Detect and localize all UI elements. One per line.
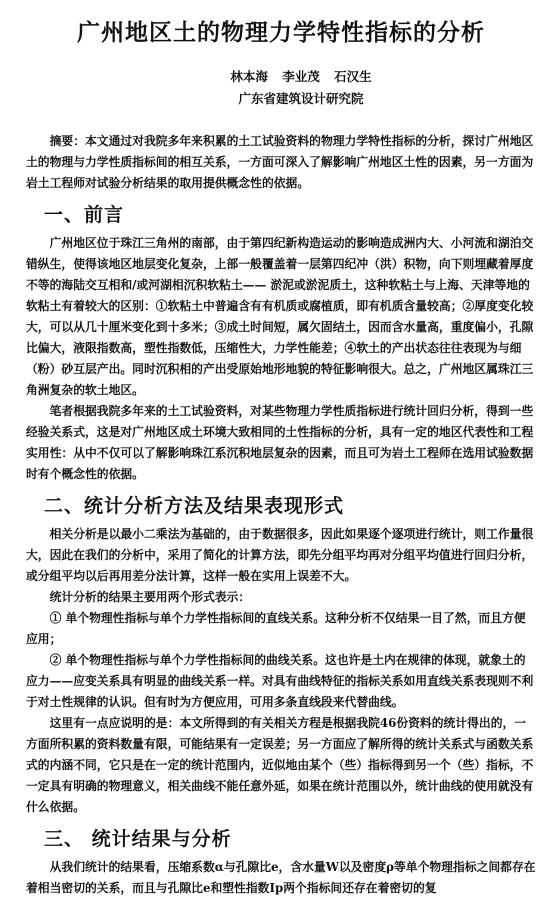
section-2-item-1: ① 单个物理性指标与单个力学性指标间的直线关系。这种分析不仅结果一目了然，而且方便应用； — [26, 611, 526, 646]
paper-authors: 林本海 李业茂 石汉生 — [230, 69, 372, 84]
section-1-paragraph-1: 广州地区位于珠江三角州的南部，由于第四纪新构造运动的影响造成洲内大、小河流和湖泊交错纵生，使得该地区地层变化复杂，上部一般覆盖着一层第四纪冲（洪）积物，向下则埋藏着厚度不等的海陆交互相和/或河湖相沉积软粘土—— 淤泥或淤泥质土，这种软粘土与上海、天津等地的软粘土有着较大的区别：①软粘土中普遍含有有机质或腐植质，即有机质含量较高；②厚度变化较大，可以从几十厘米变化到十多米；③成土时间短，属欠固结土，因而含水量高，重度偏小，孔隙比偏大，液限指数高，塑性指数低，压缩性大，力学性能差；④软土的产出状态往往表现为与细（粉）砂互层产出。同时沉积相的产出受原始地形地貌的特征影响很大。总之，广州地区属珠江三角洲复杂的软土地区。 — [26, 236, 534, 397]
abstract-label: 摘要： — [49, 134, 85, 148]
section-heading-2: 二、统计分析方法及结果表现形式 — [44, 495, 345, 517]
abstract-text: 本文通过对我院多年来积累的土工试验资料的物理力学特性指标的分析，探讨广州地区土的物理与力学性质指标间的相互关系，一方面可深入了解影响广州地区土性的因素，另一方面为岩土工程师对试验分析结果的取用提供概念性的依据。 — [26, 134, 534, 190]
section-1-paragraph-2: 笔者根据我院多年来的土工试验资料，对某些物理力学性质指标进行统计回归分析，得到一些经验关系式，这是对广州地区成土环境大致相同的土性指标的分析，具有一定的地区代表性和工程实用性：从中不仅可以了解影响珠江系沉积地层复杂的因素，而且可为岩土工程师在选用试验数据时有个概念性的依据。 — [26, 404, 534, 481]
section-2-paragraph-1: 相关分析是以最小二乘法为基础的，由于数据很多，因此如果逐个逐项进行统计，则工作量很大，因此在我们的分析中，采用了简化的计算方法，即先分组平均再对分组平均值进行回归分析，或分组平均以后再用差分法计算，这样一般在实用上误差不大。 — [26, 527, 534, 583]
section-heading-1: 一、前言 — [44, 204, 125, 226]
section-2-paragraph-2: 统计分析的结果主要用两个形式表示： — [49, 590, 251, 604]
section-heading-3: 三、 统计结果与分析 — [44, 828, 232, 850]
paper-affiliation: 广东省建筑设计研究院 — [238, 91, 364, 106]
abstract — [26, 131, 536, 194]
section-3-paragraph-1: 从我们统计的结果看，压缩系数α与孔隙比e，含水量W以及密度ρ等单个物理指标之间都存在着相当密切的关系，而且与孔隙比e和塑性指数Ip两个指标间还存在着密切的复 — [26, 860, 536, 895]
section-2-item-2: ② 单个物理性指标与单个力学性指标间的曲线关系。这也许是土内在规律的体现，就象土的应力——应变关系具有明显的曲线关系一样。对具有曲线特征的指标关系如用直线关系表现则不利于对土性规律的认识。但有时为方便应用，可用多条直线段来代替曲线。 — [26, 653, 534, 709]
paper-title: 广州地区土的物理力学特性指标的分析 — [77, 20, 485, 46]
section-2-paragraph-3: 这里有一点应说明的是：本文所得到的有关相关方程是根据我院46份资料的统计得出的，一方面所积累的资料数量有限，可能结果有一定误差；另一方面应了解所得的统计关系式与函数关系式的内涵不同，它只是在一定的统计范围内，近似地由某个（些）指标得到另一个（些）指标，不一定具有明确的物理意义，相关曲线不能任意外延，如果在统计范围以外，统计曲线的使用就没有什么依据。 — [26, 716, 534, 814]
